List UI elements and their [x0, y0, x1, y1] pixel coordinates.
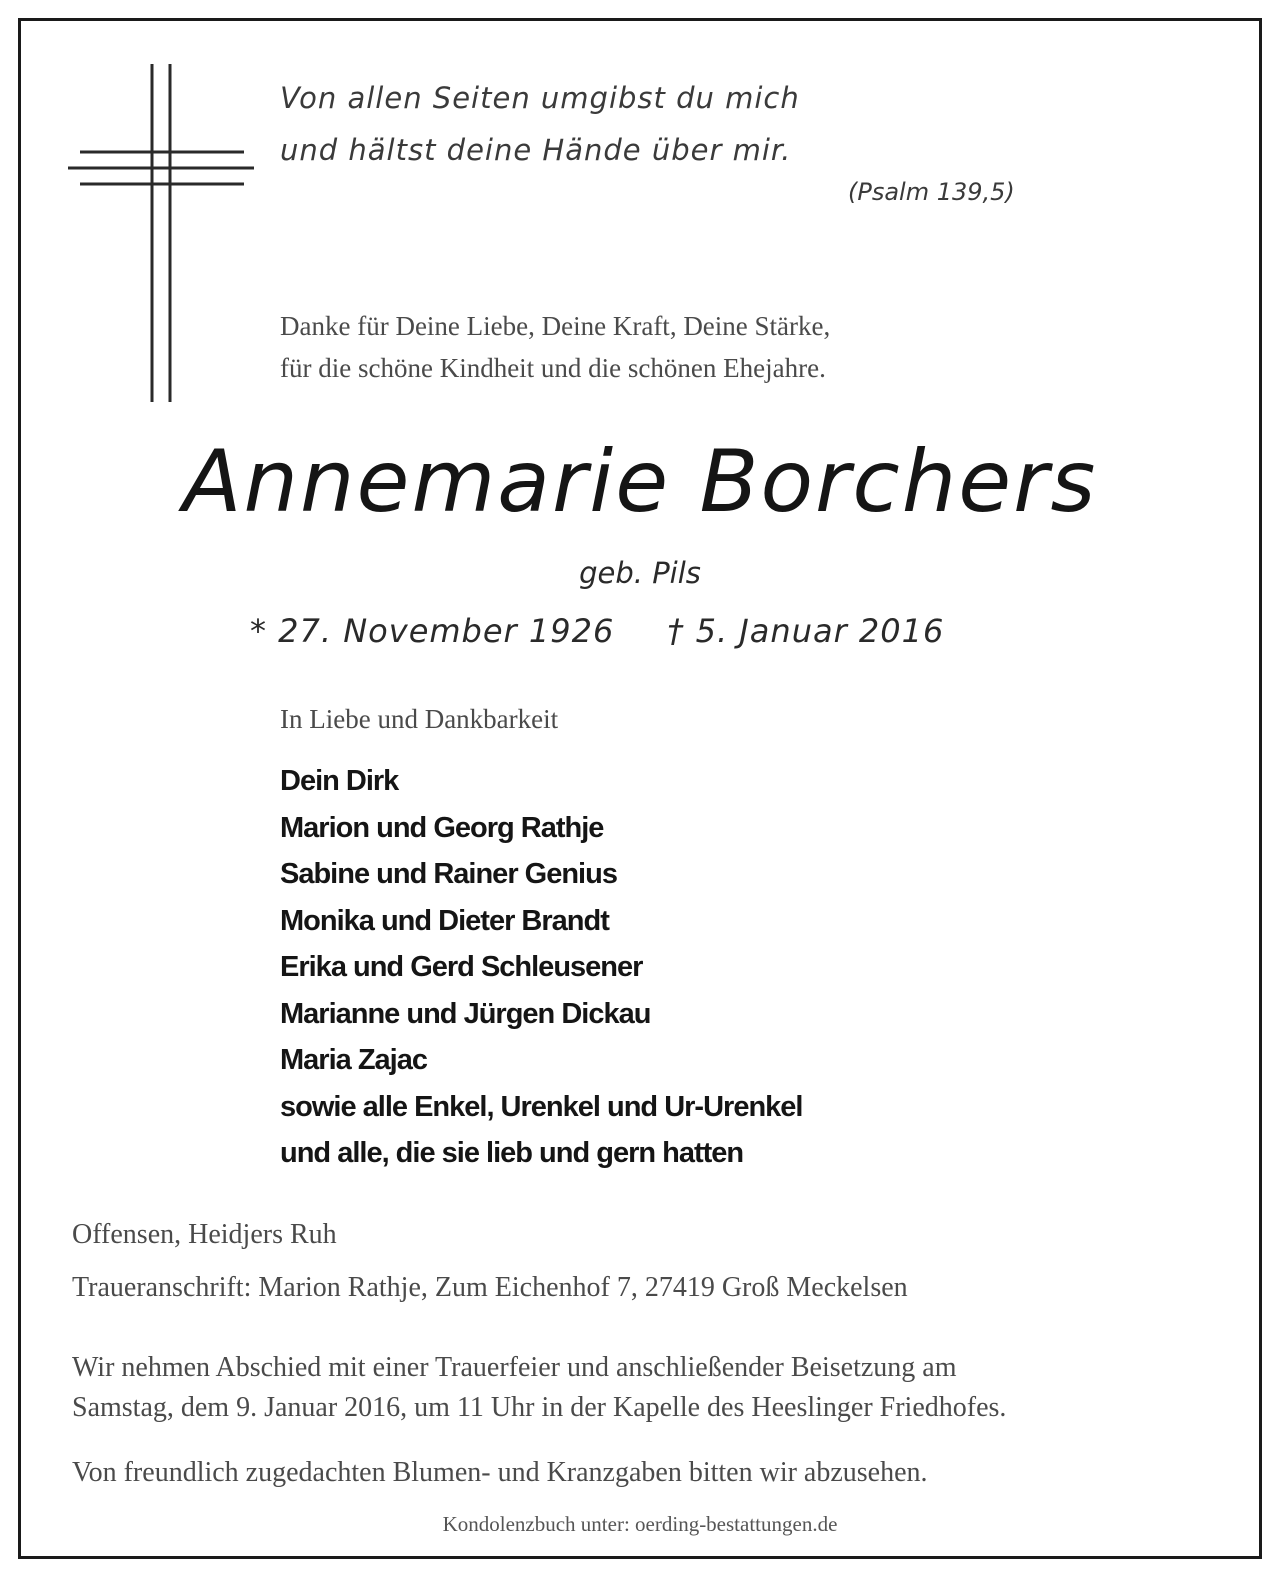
- list-item: Dein Dirk: [280, 765, 399, 797]
- death-date: † 5. Januar 2016: [667, 612, 945, 650]
- list-item: Monika und Dieter Brandt: [280, 904, 609, 937]
- mourners-list: [280, 758, 802, 1177]
- ceremony-line-1: Wir nehmen Abschied mit einer Trauerfeier und anschließender Beisetzung am: [72, 1352, 957, 1383]
- life-dates: [250, 612, 944, 650]
- psalm-reference: (Psalm 139,5): [848, 178, 1015, 206]
- deceased-name: Annemarie Borchers: [182, 432, 1098, 532]
- thanks-line-1: Danke für Deine Liebe, Deine Kraft, Deine Stärke,: [280, 311, 831, 341]
- psalm-verse: [280, 72, 800, 176]
- ceremony-line-2: Samstag, dem 9. Januar 2016, um 11 Uhr in der Kapelle des Heeslinger Friedhofes.: [72, 1392, 1007, 1423]
- list-item: Erika und Gerd Schleusener: [280, 951, 643, 983]
- list-item: sowie alle Enkel, Urenkel und Ur-Urenkel: [280, 1090, 803, 1123]
- flowers-request: Von freundlich zugedachten Blumen- und Kranzgaben bitten wir abzusehen.: [72, 1457, 928, 1488]
- list-item: Sabine und Rainer Genius: [280, 858, 617, 890]
- thanks-text: [280, 305, 830, 389]
- list-item: und alle, die sie lieb und gern hatten: [280, 1137, 744, 1169]
- psalm-line-1: Von allen Seiten umgibst du mich: [280, 81, 800, 115]
- birth-date: * 27. November 1926: [250, 612, 615, 650]
- list-item: Marianne und Jürgen Dickau: [280, 997, 651, 1030]
- ceremony-text: [72, 1348, 1006, 1428]
- psalm-line-2: und hältst deine Hände über mir.: [280, 133, 792, 167]
- list-item: Maria Zajac: [280, 1044, 427, 1076]
- thanks-line-2: für die schöne Kindheit und die schönen Ehejahre.: [280, 353, 826, 383]
- mourners-intro: In Liebe und Dankbarkeit: [280, 704, 559, 734]
- maiden-name: geb. Pils: [579, 556, 701, 590]
- mourning-address: Traueranschrift: Marion Rathje, Zum Eichenhof 7, 27419 Groß Meckelsen: [72, 1272, 908, 1303]
- condolence-link[interactable]: Kondolenzbuch unter: oerding-bestattungen.de: [442, 1512, 838, 1536]
- cross-icon: [66, 60, 256, 410]
- list-item: Marion und Georg Rathje: [280, 811, 604, 844]
- place-text: Offensen, Heidjers Ruh: [72, 1219, 337, 1250]
